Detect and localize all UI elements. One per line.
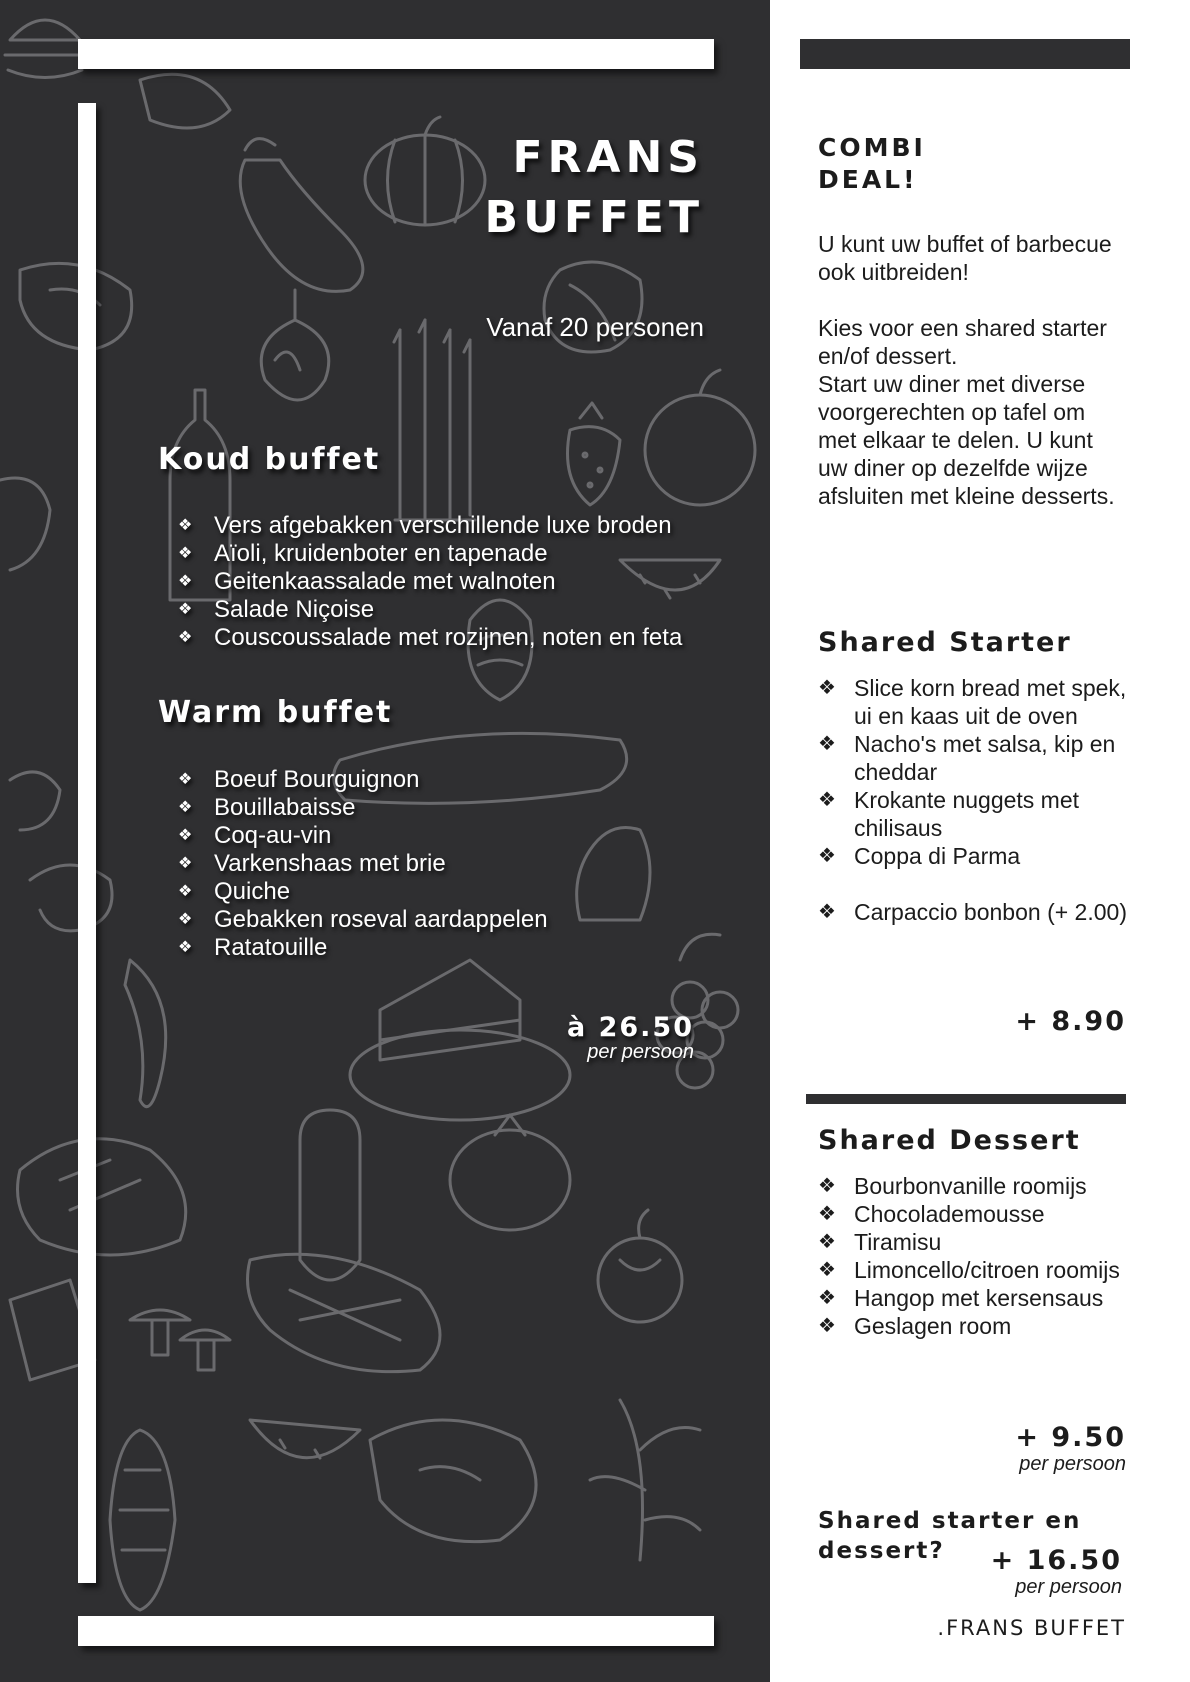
top-white-bar <box>78 39 714 69</box>
list-item: ❖ Quiche <box>178 878 291 905</box>
list-item: ❖ Nacho's met salsa, kip en cheddar <box>818 731 1116 785</box>
menu-title <box>485 128 704 248</box>
list-item: ❖ Tiramisu <box>818 1229 942 1255</box>
menu-title-line1: FRANS <box>512 132 704 183</box>
shared-starter-heading: Shared Starter <box>818 627 1072 658</box>
bullet-icon: ❖ <box>178 629 193 646</box>
bullet-icon: ❖ <box>818 677 836 699</box>
list-item: ❖ Aïoli, kruidenboter en tapenade <box>178 540 548 567</box>
combi-description: Kies voor een shared starter en/of dessert. Start uw diner met diverse voorgerechten op tafel om met elkaar te delen. U kunt uw diner op dezelfde wijze afsluiten met kleine desserts. <box>818 315 1115 509</box>
bullet-icon: ❖ <box>818 733 836 755</box>
bullet-icon: ❖ <box>818 1203 836 1225</box>
bullet-icon: ❖ <box>818 1231 836 1253</box>
bullet-icon: ❖ <box>818 1287 836 1309</box>
cold-buffet-heading: Koud buffet <box>158 442 381 477</box>
list-item: ❖ Boeuf Bourguignon <box>178 766 420 793</box>
cold-buffet-list <box>178 512 682 652</box>
list-item: ❖ Coppa di Parma <box>818 843 1021 869</box>
shared-dessert-price <box>1015 1422 1126 1474</box>
list-item: ❖ Bourbonvanille roomijs <box>818 1173 1087 1199</box>
combi-heading <box>818 132 926 196</box>
footer-label: .FRANS BUFFET <box>937 1616 1126 1640</box>
bullet-icon: ❖ <box>178 545 193 562</box>
shared-dessert-price-amount: + 9.50 <box>1015 1422 1126 1453</box>
list-item: ❖ Couscoussalade met rozijnen, noten en feta <box>178 624 683 651</box>
list-item: ❖ Bouillabaisse <box>178 794 356 821</box>
list-item: ❖ Varkenshaas met brie <box>178 850 446 877</box>
combo-price <box>991 1545 1122 1597</box>
list-item: ❖ Gebakken roseval aardappelen <box>178 906 548 933</box>
bullet-icon: ❖ <box>178 771 193 788</box>
list-item: ❖ Geslagen room <box>818 1313 1012 1339</box>
combo-question: Shared starter en dessert? <box>818 1508 1082 1564</box>
shared-dessert-price-unit: per persoon <box>1019 1453 1126 1475</box>
bullet-icon: ❖ <box>818 789 836 811</box>
list-item: ❖ Coq-au-vin <box>178 822 332 849</box>
shared-dessert-heading: Shared Dessert <box>818 1125 1081 1156</box>
bullet-icon: ❖ <box>818 1259 836 1281</box>
bullet-icon: ❖ <box>178 911 193 928</box>
shared-dessert-list <box>818 1172 1128 1340</box>
shared-starter-price-amount: + 8.90 <box>1015 1006 1126 1037</box>
list-item: ❖ Carpaccio bonbon (+ 2.00) <box>818 899 1127 925</box>
bullet-icon: ❖ <box>178 855 193 872</box>
bullet-icon: ❖ <box>178 601 193 618</box>
buffet-price <box>567 1012 694 1064</box>
warm-buffet-list <box>178 766 548 962</box>
list-item: ❖ Salade Niçoise <box>178 596 375 623</box>
bullet-icon: ❖ <box>178 799 193 816</box>
menu-title-line2: BUFFET <box>484 192 704 243</box>
shared-starter-list <box>818 674 1128 926</box>
combi-heading-line2: DEAL! <box>818 165 918 194</box>
bullet-icon: ❖ <box>178 827 193 844</box>
combi-intro: U kunt uw buffet of barbecue ook uitbreiden! <box>818 231 1112 285</box>
buffet-price-unit: per persoon <box>587 1041 694 1063</box>
list-item: ❖ Ratatouille <box>178 934 328 961</box>
buffet-price-amount: à 26.50 <box>566 1012 694 1043</box>
list-item: ❖ Limoncello/citroen roomijs <box>818 1257 1120 1283</box>
list-item: ❖ Vers afgebakken verschillende luxe broden <box>178 512 672 539</box>
bottom-white-bar <box>78 1616 714 1646</box>
divider-bar <box>806 1094 1126 1104</box>
bullet-icon: ❖ <box>818 1315 836 1337</box>
warm-buffet-heading: Warm buffet <box>158 695 393 730</box>
list-item: ❖ Slice korn bread met spek, ui en kaas uit de oven <box>818 675 1127 729</box>
top-dark-bar <box>800 39 1130 69</box>
menu-subtitle: Vanaf 20 personen <box>486 312 704 342</box>
combo-price-amount: + 16.50 <box>990 1545 1122 1576</box>
bullet-icon: ❖ <box>178 517 193 534</box>
bullet-icon: ❖ <box>178 883 193 900</box>
list-item: ❖ Geitenkaassalade met walnoten <box>178 568 556 595</box>
bullet-icon: ❖ <box>178 573 193 590</box>
list-item: ❖ Chocolademousse <box>818 1201 1045 1227</box>
combo-price-unit: per persoon <box>1015 1576 1122 1598</box>
bullet-icon: ❖ <box>178 939 193 956</box>
shared-starter-price <box>1015 1006 1126 1038</box>
vertical-white-bar <box>78 103 96 1583</box>
list-item: ❖ Hangop met kersensaus <box>818 1285 1104 1311</box>
bullet-icon: ❖ <box>818 901 836 923</box>
list-item: ❖ Krokante nuggets met chilisaus <box>818 787 1080 841</box>
combi-heading-line1: COMBI <box>818 133 926 162</box>
bullet-icon: ❖ <box>818 1175 836 1197</box>
bullet-icon: ❖ <box>818 845 836 867</box>
